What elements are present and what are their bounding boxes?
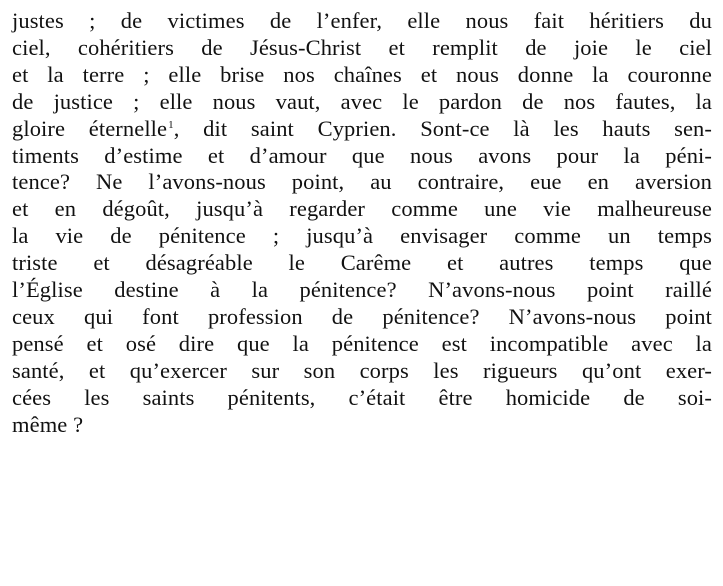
text-line-9: la vie de pénitence ; jusqu’à envisager comme un temps [12, 223, 712, 249]
text-segment-gloire: gloire éternelle [12, 115, 168, 141]
text-line-10: triste et désagréable le Carême et autres temps que [12, 250, 712, 276]
text-line-5 [12, 116, 712, 143]
text-line-8: et en dégoût, jusqu’à regarder comme une vie malheureuse [12, 196, 712, 222]
text-segment-cyprien: , dit saint Cyprien. Sont-ce là les hauts sen- [173, 115, 712, 141]
text-line-12: ceux qui font profession de pénitence? N’avons-nous point [12, 303, 712, 329]
text-line-11: l’Église destine à la pénitence? N’avons-nous point raillé [12, 277, 712, 303]
text-line-13: pensé et osé dire que la pénitence est incompatible avec la [12, 330, 712, 356]
text-line-2: ciel, cohéritiers de Jésus-Christ et remplit de joie le ciel [12, 34, 712, 60]
text-line-1: justes ; de victimes de l’enfer, elle nous fait héritiers du [12, 8, 712, 33]
text-line-7: tence? Ne l’avons-nous point, au contraire, eue en aversion [12, 169, 712, 195]
text-line-16: même ? [12, 411, 84, 437]
page-text [12, 8, 712, 439]
footnote-marker: 1 [168, 118, 174, 131]
text-line-4: de justice ; elle nous vaut, avec le pardon de nos fautes, la [12, 88, 712, 114]
text-line-3: et la terre ; elle brise nos chaînes et nous donne la couronne [12, 61, 712, 87]
text-line-15: cées les saints pénitents, c’était être homicide de soi- [12, 384, 712, 410]
text-line-6: timents d’estime et d’amour que nous avons pour la péni- [12, 142, 712, 168]
text-line-14: santé, et qu’exercer sur son corps les rigueurs qu’ont exer- [12, 357, 712, 383]
